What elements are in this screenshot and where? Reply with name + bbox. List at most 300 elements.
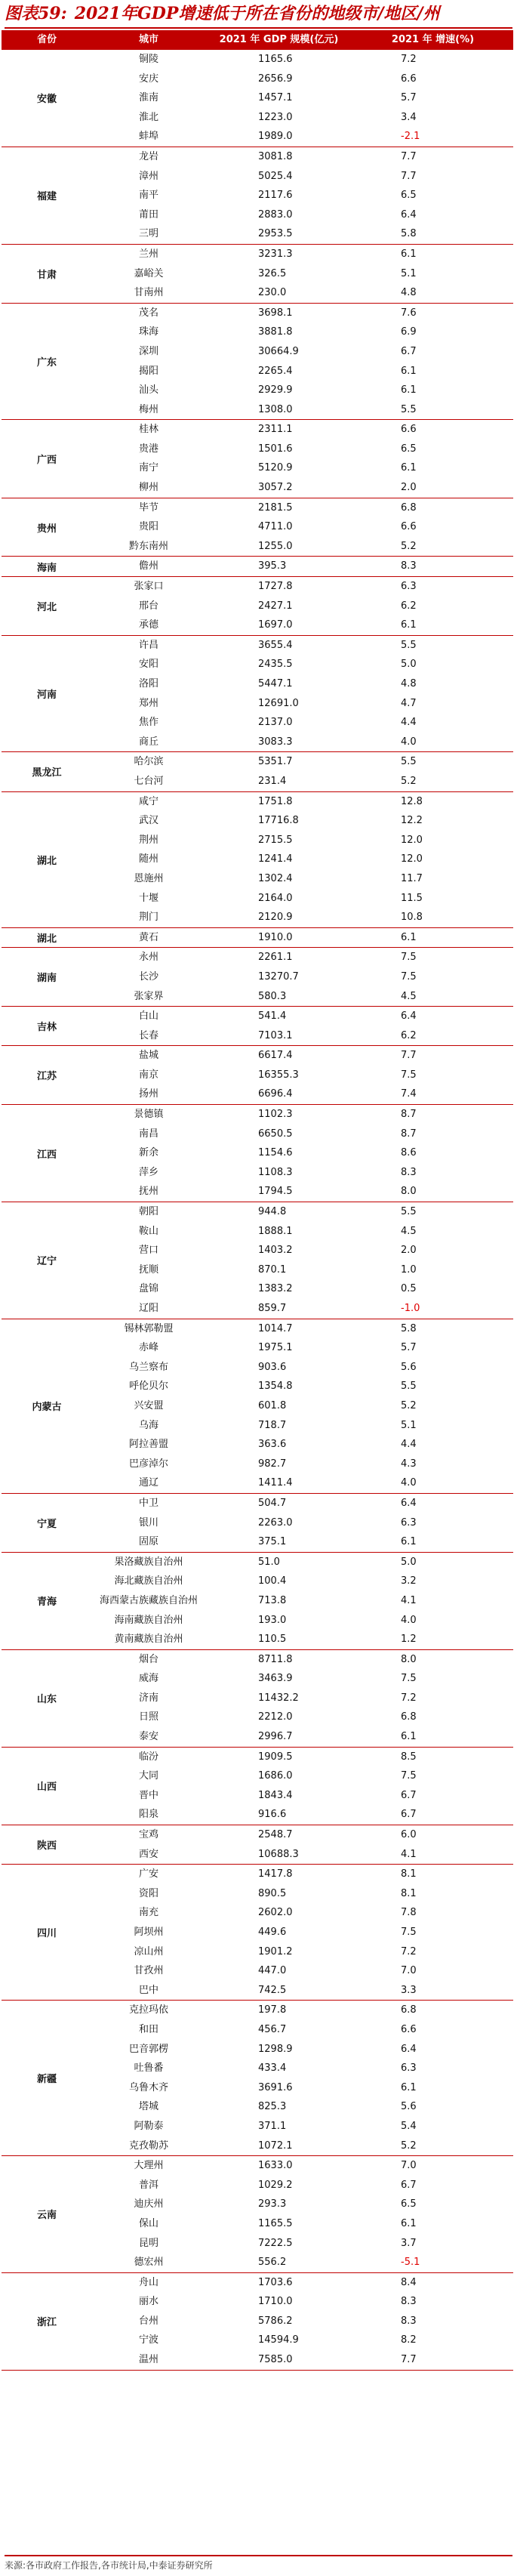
table-row: [92, 1903, 513, 1923]
province-name: 宁夏: [36, 1518, 57, 1530]
table-row: [92, 889, 513, 909]
table-row: [92, 1669, 513, 1689]
table-row: [92, 772, 513, 791]
growth-cell: 8.0: [401, 1186, 417, 1198]
city-cell: 赤峰: [138, 1342, 158, 1354]
table-row: [92, 498, 513, 518]
gdp-cell: 7585.0: [258, 2354, 293, 2366]
table-row: [92, 478, 513, 498]
city-cell: 乌海: [138, 1419, 158, 1431]
gdp-cell: 3655.4: [258, 639, 293, 651]
gdp-cell: 3463.9: [258, 1673, 293, 1685]
gdp-cell: 2715.5: [258, 834, 293, 846]
province-name: 山东: [36, 1694, 57, 1706]
city-cell: 西安: [138, 1848, 158, 1860]
growth-cell: 7.6: [401, 307, 417, 319]
gdp-cell: 2883.0: [258, 208, 293, 221]
city-cell: 辽阳: [138, 1303, 158, 1314]
gdp-cell: 100.4: [258, 1575, 287, 1587]
city-cell: 温州: [138, 2354, 158, 2366]
gdp-cell: 447.0: [258, 1965, 287, 1977]
table-row: [92, 1572, 513, 1591]
growth-cell: 8.1: [401, 1887, 417, 1899]
growth-cell: 6.7: [401, 1789, 417, 1801]
province-group: [2, 792, 513, 928]
province-name: 新疆: [36, 2074, 57, 2086]
gdp-cell: 7103.1: [258, 1029, 293, 1041]
gdp-cell: 16355.3: [258, 1069, 299, 1081]
gdp-cell: 30664.9: [258, 345, 299, 357]
province-name: 海南: [36, 562, 57, 574]
growth-cell: 7.2: [401, 1692, 417, 1704]
city-cell: 固原: [138, 1536, 158, 1548]
growth-cell: 5.1: [401, 267, 417, 279]
growth-cell: 8.7: [401, 1109, 417, 1121]
city-cell: 德宏州: [134, 2257, 164, 2269]
growth-cell: 10.8: [401, 912, 423, 924]
table-row: [92, 694, 513, 714]
city-cell: 洛阳: [138, 678, 158, 690]
city-cell: 汕头: [138, 384, 158, 396]
growth-cell: 12.0: [401, 853, 423, 865]
gdp-cell: 1901.2: [258, 1945, 293, 1957]
header-gdp: 2021 年 GDP 规模(亿元): [219, 34, 339, 45]
growth-cell: 6.8: [401, 2004, 417, 2016]
city-cell: 南昌: [138, 1128, 158, 1140]
city-cell: 克拉玛依: [128, 2004, 168, 2016]
table-row: [92, 381, 513, 400]
province-name: 山西: [36, 1782, 57, 1794]
gdp-cell: 193.0: [258, 1614, 287, 1626]
province-group: [2, 147, 513, 245]
growth-cell: 5.2: [401, 1399, 417, 1411]
table-row: [92, 2059, 513, 2078]
table-row: [92, 264, 513, 284]
city-cell: 朝阳: [138, 1206, 158, 1218]
table-row: [92, 1299, 513, 1319]
city-cell: 盐城: [138, 1050, 158, 1062]
table-row: [92, 811, 513, 831]
city-cell: 珠海: [138, 326, 158, 338]
gdp-cell: 1975.1: [258, 1342, 293, 1354]
table-row: [92, 1825, 513, 1845]
city-cell: 宁波: [138, 2334, 158, 2346]
city-cell: 新余: [138, 1147, 158, 1159]
table-row: [92, 1358, 513, 1377]
table-row: [92, 342, 513, 362]
gdp-cell: 718.7: [258, 1419, 287, 1431]
table-row: [92, 283, 513, 303]
gdp-cell: 4711.0: [258, 521, 293, 533]
table-row: [92, 850, 513, 869]
gdp-cell: 10688.3: [258, 1848, 299, 1860]
gdp-cell: 1710.0: [258, 2296, 293, 2308]
growth-cell: 6.1: [401, 2217, 417, 2229]
table-row: [92, 147, 513, 167]
gdp-cell: 2427.1: [258, 600, 293, 612]
city-cell: 中卫: [138, 1497, 158, 1509]
growth-cell: 7.5: [401, 1069, 417, 1081]
province-group: [2, 2273, 513, 2371]
gdp-cell: 541.4: [258, 1010, 287, 1023]
gdp-cell: 982.7: [258, 1458, 287, 1470]
growth-cell: 4.0: [401, 736, 417, 748]
table-row: [92, 987, 513, 1007]
table-row: [92, 792, 513, 812]
growth-cell: 3.3: [401, 1984, 417, 1996]
growth-cell: 6.0: [401, 1829, 417, 1841]
growth-cell: 4.1: [401, 1594, 417, 1606]
city-cell: 吐鲁番: [134, 2062, 164, 2075]
province-name: 江西: [36, 1149, 57, 1161]
gdp-cell: 17716.8: [258, 815, 299, 827]
growth-cell: 11.7: [401, 872, 423, 884]
table-row: [92, 2020, 513, 2040]
table-row: [92, 2040, 513, 2059]
gdp-cell: 1989.0: [258, 131, 293, 143]
gdp-cell: 1241.4: [258, 853, 293, 865]
growth-cell: 4.8: [401, 678, 417, 690]
city-cell: 保山: [138, 2217, 158, 2229]
growth-cell: 6.4: [401, 1497, 417, 1509]
city-cell: 黄南藏族自治州: [114, 1634, 183, 1646]
table-row: [92, 948, 513, 967]
growth-cell: 6.1: [401, 1536, 417, 1548]
table-row: [92, 636, 513, 656]
city-cell: 阿勒泰: [134, 2120, 164, 2132]
gdp-cell: 456.7: [258, 2023, 287, 2035]
growth-cell: 8.0: [401, 1653, 417, 1665]
province-group: [2, 304, 513, 421]
province-name: 辽宁: [36, 1256, 57, 1268]
table-row: [92, 50, 513, 69]
gdp-cell: 1165.6: [258, 54, 293, 65]
gdp-cell: 2120.9: [258, 912, 293, 924]
city-cell: 白山: [138, 1010, 158, 1023]
table-row: [92, 127, 513, 147]
growth-cell: 4.5: [401, 990, 417, 1002]
gdp-cell: 1302.4: [258, 872, 293, 884]
city-cell: 安庆: [138, 72, 158, 85]
growth-cell: 6.5: [401, 443, 417, 455]
city-cell: 南京: [138, 1069, 158, 1081]
city-cell: 资阳: [138, 1887, 158, 1899]
table-row: [92, 2195, 513, 2214]
province-group: [2, 2001, 513, 2156]
city-cell: 兴安盟: [134, 1399, 164, 1411]
city-cell: 长春: [138, 1029, 158, 1041]
city-cell: 邢台: [138, 600, 158, 612]
table-row: [92, 1748, 513, 1767]
city-cell: 迪庆州: [134, 2198, 164, 2210]
gdp-cell: 504.7: [258, 1497, 287, 1509]
gdp-cell: 556.2: [258, 2257, 287, 2269]
province-group: [2, 1748, 513, 1825]
gdp-cell: 326.5: [258, 267, 287, 279]
city-cell: 七台河: [134, 775, 164, 787]
gdp-cell: 859.7: [258, 1303, 287, 1314]
gdp-cell: 375.1: [258, 1536, 287, 1548]
province-name: 安徽: [36, 94, 57, 106]
province-name: 吉林: [36, 1022, 57, 1034]
city-cell: 台州: [138, 2315, 158, 2327]
province-group: [2, 245, 513, 304]
gdp-cell: 2929.9: [258, 384, 293, 396]
growth-cell: 5.5: [401, 403, 417, 415]
province-name: 湖北: [36, 855, 57, 867]
city-cell: 烟台: [138, 1653, 158, 1665]
growth-cell: 6.3: [401, 2062, 417, 2075]
growth-cell: 6.7: [401, 2179, 417, 2191]
table-row: [92, 1532, 513, 1552]
province-name: 贵州: [36, 523, 57, 535]
growth-cell: 6.1: [401, 365, 417, 377]
gdp-cell: 230.0: [258, 287, 287, 299]
city-cell: 呼伦贝尔: [128, 1381, 168, 1393]
gdp-cell: 14594.9: [258, 2334, 299, 2346]
gdp-cell: 2435.5: [258, 659, 293, 671]
table-row: [92, 713, 513, 733]
growth-cell: 2.0: [401, 1245, 417, 1257]
table-row: [92, 869, 513, 889]
growth-cell: 6.1: [401, 384, 417, 396]
city-cell: 揭阳: [138, 365, 158, 377]
province-name: 广东: [36, 357, 57, 369]
gdp-cell: 2181.5: [258, 501, 293, 514]
city-cell: 甘南州: [134, 287, 164, 299]
table-row: [92, 1396, 513, 1416]
city-cell: 抚顺: [138, 1263, 158, 1276]
city-cell: 嘉峪关: [134, 267, 164, 279]
growth-cell: 4.1: [401, 1848, 417, 1860]
growth-cell: 6.6: [401, 521, 417, 533]
gdp-cell: 2164.0: [258, 892, 293, 904]
province-name: 内蒙古: [32, 1402, 62, 1414]
gdp-cell: 1411.4: [258, 1477, 293, 1489]
table-row: [92, 88, 513, 108]
gdp-cell: 1727.8: [258, 581, 293, 593]
table-row: [92, 1473, 513, 1493]
city-cell: 商丘: [138, 736, 158, 748]
city-cell: 永州: [138, 952, 158, 964]
table-row: [92, 831, 513, 850]
gdp-cell: 231.4: [258, 775, 287, 787]
gdp-cell: 3231.3: [258, 248, 293, 260]
city-cell: 塔城: [138, 2101, 158, 2113]
city-cell: 营口: [138, 1245, 158, 1257]
city-cell: 宝鸡: [138, 1829, 158, 1841]
city-cell: 咸宁: [138, 795, 158, 807]
table-row: [92, 1202, 513, 1222]
growth-cell: -2.1: [401, 131, 420, 143]
gdp-cell: 5447.1: [258, 678, 293, 690]
table-row: [92, 1143, 513, 1163]
growth-cell: 7.7: [401, 150, 417, 162]
growth-cell: 7.2: [401, 1945, 417, 1957]
table-row: [92, 1455, 513, 1474]
table-row: [92, 2234, 513, 2254]
table-row: [92, 967, 513, 987]
table-row: [92, 2350, 513, 2370]
table-row: [92, 458, 513, 478]
table-row: [92, 733, 513, 752]
growth-cell: 6.1: [401, 931, 417, 943]
city-cell: 通辽: [138, 1477, 158, 1489]
city-cell: 巴音郭楞: [128, 2043, 168, 2055]
city-cell: 许昌: [138, 639, 158, 651]
table-row: [92, 577, 513, 597]
gdp-cell: 3083.3: [258, 736, 293, 748]
growth-cell: 6.2: [401, 1029, 417, 1041]
table-row: [92, 1650, 513, 1670]
table-row: [92, 224, 513, 244]
table-row: [92, 1727, 513, 1747]
gdp-cell: 1383.2: [258, 1283, 293, 1295]
table-row: [92, 597, 513, 616]
city-cell: 阳泉: [138, 1809, 158, 1821]
city-cell: 长沙: [138, 970, 158, 983]
gdp-cell: 1102.3: [258, 1109, 293, 1121]
province-group: [2, 1650, 513, 1748]
growth-cell: 1.2: [401, 1634, 417, 1646]
province-group: [2, 498, 513, 557]
growth-cell: 6.7: [401, 345, 417, 357]
table-row: [92, 1182, 513, 1202]
city-cell: 丽水: [138, 2296, 158, 2308]
growth-cell: 5.2: [401, 2139, 417, 2152]
table-row: [92, 1007, 513, 1026]
growth-cell: -1.0: [401, 1303, 420, 1314]
city-cell: 济南: [138, 1692, 158, 1704]
province-name: 福建: [36, 191, 57, 203]
province-group: [2, 1494, 513, 1553]
growth-cell: 7.7: [401, 1050, 417, 1062]
city-cell: 普洱: [138, 2179, 158, 2191]
table-row: [92, 2078, 513, 2098]
table-row: [92, 108, 513, 128]
growth-cell: 8.3: [401, 1166, 417, 1178]
city-cell: 阿拉善盟: [128, 1439, 168, 1451]
city-cell: 南平: [138, 190, 158, 202]
gdp-cell: 580.3: [258, 990, 287, 1002]
province-name: 青海: [36, 1597, 57, 1609]
gdp-cell: 1686.0: [258, 1770, 293, 1782]
city-cell: 乌兰察布: [128, 1361, 168, 1373]
city-cell: 深圳: [138, 345, 158, 357]
gdp-cell: 1108.3: [258, 1166, 293, 1178]
growth-cell: 8.7: [401, 1128, 417, 1140]
table-row: [92, 1689, 513, 1708]
gdp-cell: 5786.2: [258, 2315, 293, 2327]
city-cell: 南宁: [138, 462, 158, 474]
table-row: [92, 1377, 513, 1396]
city-cell: 果洛藏族自治州: [114, 1556, 183, 1568]
growth-cell: 7.0: [401, 2160, 417, 2172]
growth-cell: 6.4: [401, 2043, 417, 2055]
city-cell: 阿坝州: [134, 1927, 164, 1938]
city-cell: 贵港: [138, 443, 158, 455]
city-cell: 郑州: [138, 697, 158, 709]
city-cell: 威海: [138, 1673, 158, 1685]
growth-cell: 4.3: [401, 1458, 417, 1470]
city-cell: 大同: [138, 1770, 158, 1782]
table-row: [92, 752, 513, 772]
gdp-cell: 1354.8: [258, 1381, 293, 1393]
province-group: [2, 1553, 513, 1650]
table-row: [92, 167, 513, 187]
growth-cell: 5.4: [401, 2120, 417, 2132]
table-row: [92, 1513, 513, 1533]
growth-cell: 5.8: [401, 228, 417, 240]
city-cell: 荆州: [138, 834, 158, 846]
city-cell: 克孜勒苏: [128, 2139, 168, 2152]
gdp-cell: 5120.9: [258, 462, 293, 474]
city-cell: 广安: [138, 1868, 158, 1880]
city-cell: 荆门: [138, 912, 158, 924]
city-cell: 和田: [138, 2023, 158, 2035]
growth-cell: 12.0: [401, 834, 423, 846]
table-row: [92, 400, 513, 420]
growth-cell: 6.8: [401, 501, 417, 514]
city-cell: 甘孜州: [134, 1965, 164, 1977]
gdp-cell: 1014.7: [258, 1322, 293, 1334]
gdp-cell: 2265.4: [258, 365, 293, 377]
gdp-cell: 2311.1: [258, 424, 293, 436]
table-row: [92, 1961, 513, 1981]
table-header: [2, 30, 513, 50]
table-row: [92, 186, 513, 205]
growth-cell: 6.5: [401, 2198, 417, 2210]
city-cell: 蚌埠: [138, 131, 158, 143]
gdp-cell: 1888.1: [258, 1225, 293, 1237]
city-cell: 淮北: [138, 111, 158, 123]
growth-cell: -5.1: [401, 2257, 420, 2269]
growth-cell: 8.6: [401, 1147, 417, 1159]
table-row: [92, 1260, 513, 1280]
table-row: [92, 674, 513, 694]
figure-title-text: 2021年GDP增速低于所在省份的地级市/地区/州: [74, 4, 440, 23]
growth-cell: 5.8: [401, 1322, 417, 1334]
table-row: [92, 517, 513, 537]
growth-cell: 8.3: [401, 2315, 417, 2327]
gdp-cell: 713.8: [258, 1594, 287, 1606]
province-name: 黑龙江: [32, 767, 62, 779]
figure-title: [5, 0, 512, 29]
table-row: [92, 1279, 513, 1299]
growth-cell: 8.5: [401, 1751, 417, 1763]
growth-cell: 5.0: [401, 1556, 417, 1568]
growth-cell: 4.7: [401, 697, 417, 709]
table-row: [92, 1416, 513, 1436]
growth-cell: 7.5: [401, 1673, 417, 1685]
city-cell: 恩施州: [134, 872, 164, 884]
city-cell: 扬州: [138, 1088, 158, 1100]
growth-cell: 3.2: [401, 1575, 417, 1587]
gdp-cell: 363.6: [258, 1439, 287, 1451]
growth-cell: 5.5: [401, 1206, 417, 1218]
table-row: [92, 2156, 513, 2176]
city-cell: 三明: [138, 228, 158, 240]
city-cell: 海南藏族自治州: [114, 1614, 183, 1626]
city-cell: 舟山: [138, 2276, 158, 2288]
gdp-cell: 2656.9: [258, 72, 293, 85]
growth-cell: 7.5: [401, 970, 417, 983]
province-group: [2, 420, 513, 498]
table-row: [92, 1124, 513, 1144]
gdp-cell: 3698.1: [258, 307, 293, 319]
city-cell: 临汾: [138, 1751, 158, 1763]
table-row: [92, 1708, 513, 1727]
